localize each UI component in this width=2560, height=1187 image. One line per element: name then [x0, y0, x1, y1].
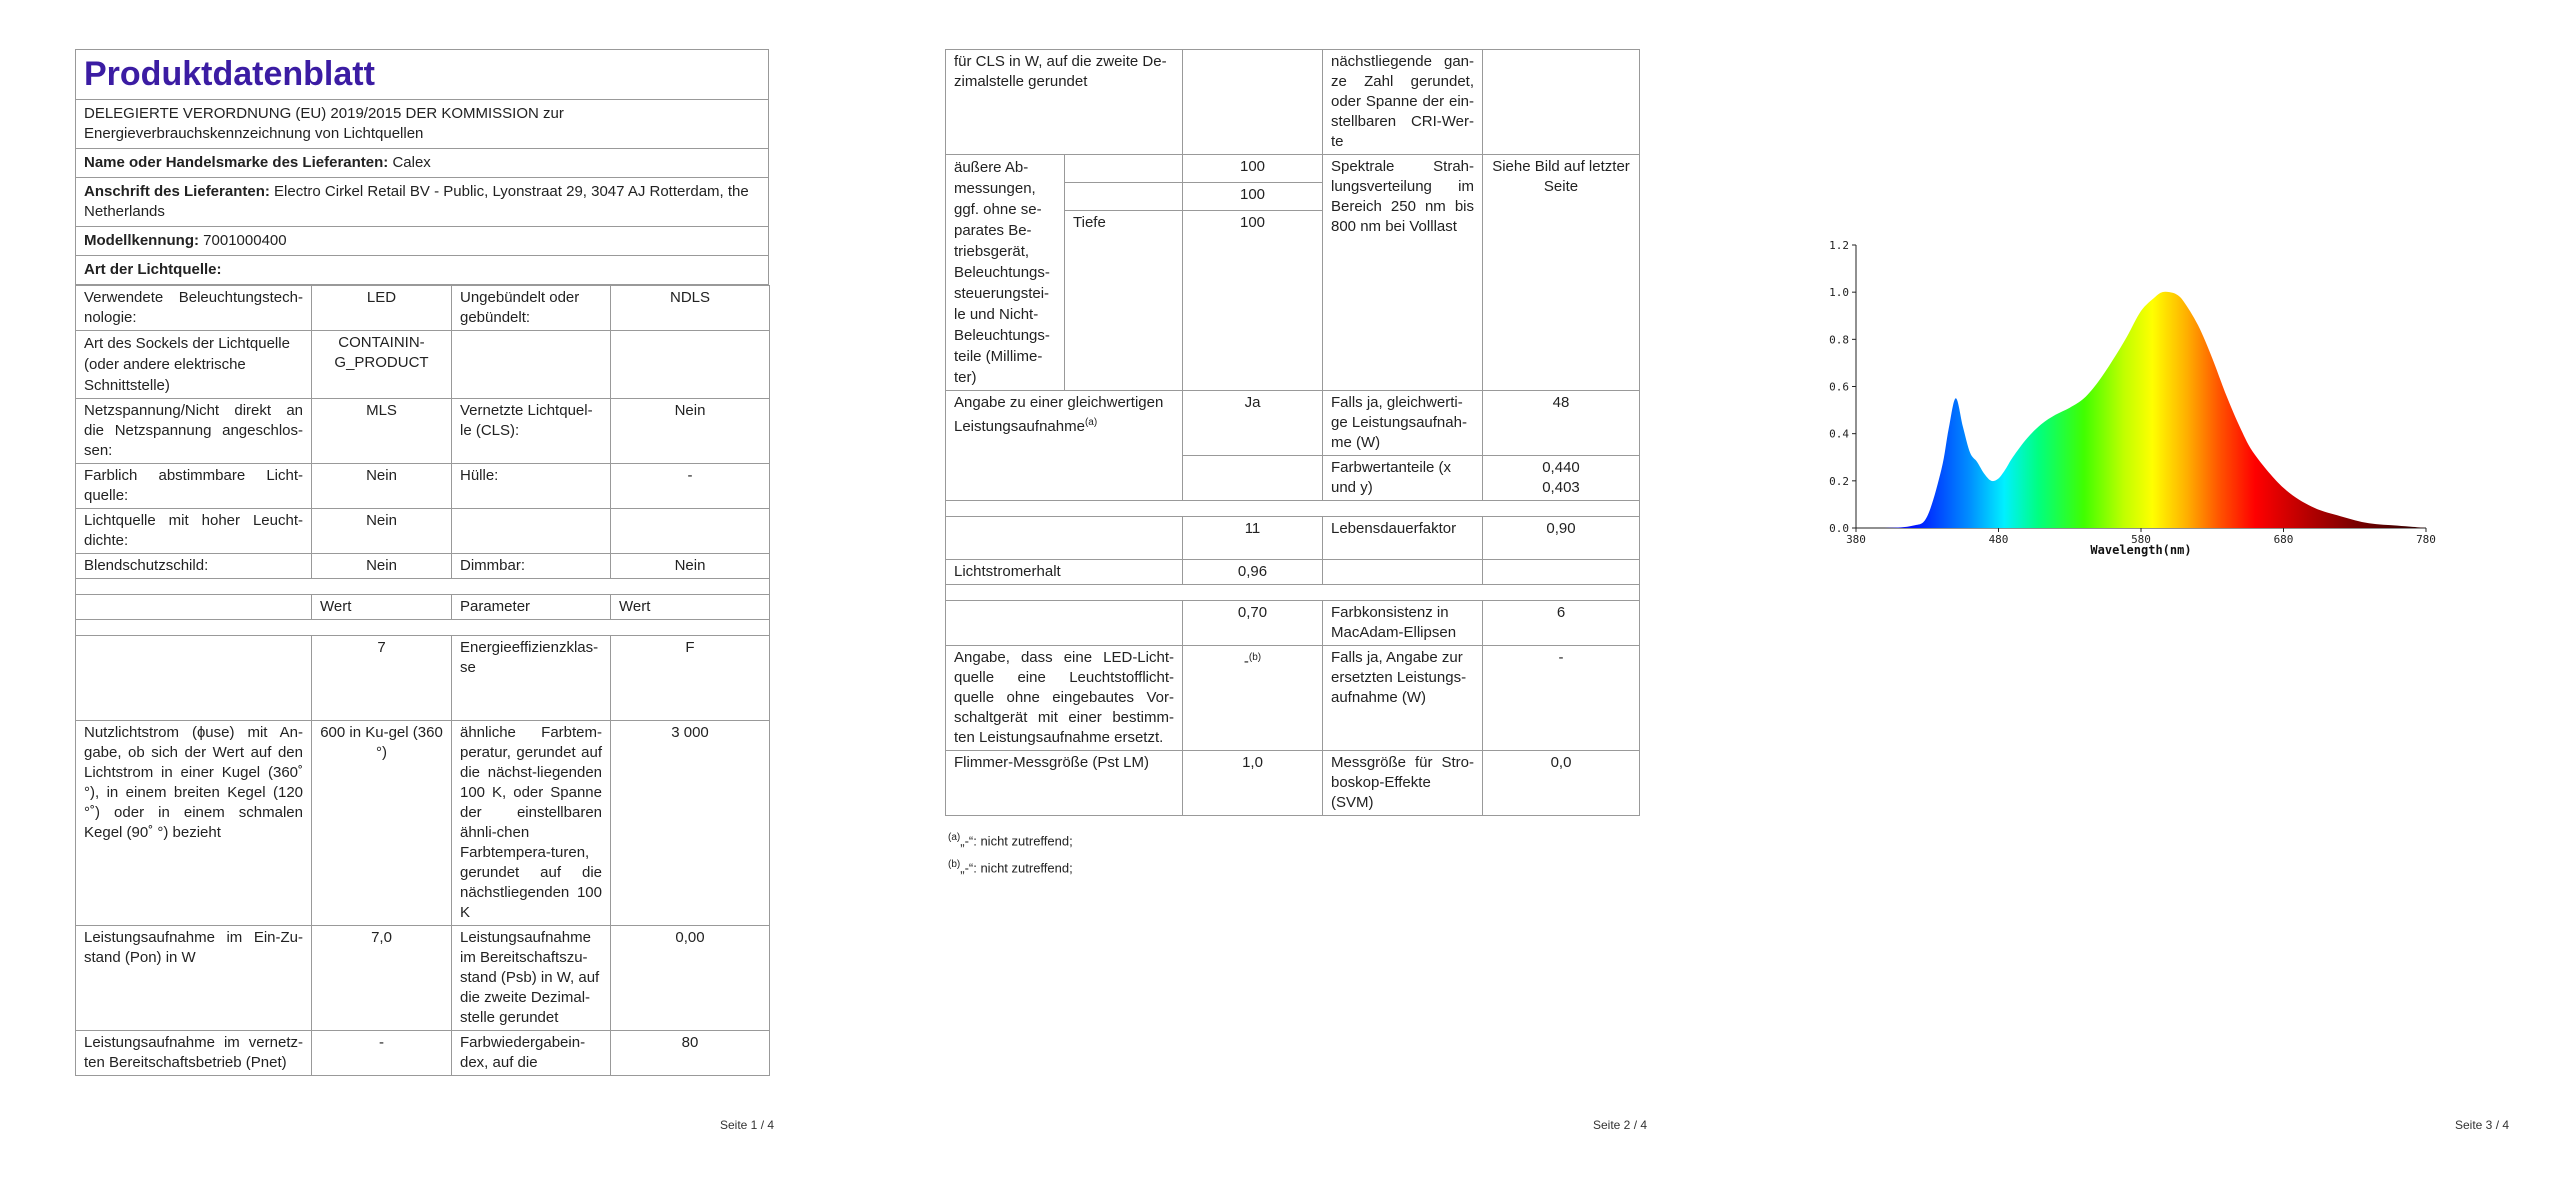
footnote-b-marker: (b)	[948, 859, 961, 871]
type-label: Art der Lichtquelle:	[84, 261, 222, 278]
row-value: LED	[312, 286, 452, 331]
x-axis-label: Wavelength(nm)	[2090, 543, 2192, 557]
regulation-text: DELEGIERTE VERORDNUNG (EU) 2019/2015 DER KOMMISSION zur Energieverbrauchskennzeichnung von Lichtquellen	[76, 100, 768, 149]
datasheet-part-1	[75, 49, 769, 1076]
lifetime-label: Lebensdauerfaktor	[1323, 517, 1483, 560]
chromaticity-label: Farbwertanteile (x und y)	[1323, 456, 1483, 501]
supplier-name-value: Calex	[392, 154, 431, 171]
supplier-address-value: Electro Cirkel Retail BV - Public, Lyonstraat 29, 3047 AJ Rotterdam, the Netherlands	[84, 183, 749, 220]
table-row	[76, 554, 770, 579]
table-row	[946, 751, 1640, 816]
spectrum-area	[1856, 292, 2426, 528]
page-footer: Seite 3 / 4	[2455, 1118, 2510, 1132]
light-source-type	[76, 256, 768, 285]
led-replacement-value	[1183, 646, 1323, 751]
row-label	[452, 509, 611, 554]
table-row	[76, 509, 770, 554]
row-value: Nein	[312, 464, 452, 509]
column-header-wert: Wert	[611, 595, 770, 620]
row-label: nächstliegende gan-ze Zahl gerundet, oder Spanne der ein-stellbaren CRI-Wer-te	[1323, 50, 1483, 155]
datasheet-header	[75, 49, 769, 285]
param-value: 7,0	[312, 926, 452, 1031]
row-value: Nein	[611, 554, 770, 579]
chromaticity-x: 0,440	[1542, 459, 1580, 476]
x-tick-label: 680	[2273, 533, 2294, 546]
row-label: für CLS in W, auf die zweite De-zimalstelle gerundet	[946, 50, 1183, 155]
lumen-maintenance-value: 0,96	[1183, 560, 1323, 585]
table-row	[76, 721, 770, 926]
footnote-b-content: „-“: nicht zutreffend;	[960, 860, 1073, 876]
row-label	[946, 601, 1183, 646]
page-footer: Seite 1 / 4	[720, 1118, 775, 1132]
row-label	[1323, 560, 1483, 585]
dimension-value: 100	[1183, 211, 1323, 391]
replaced-power-label: Falls ja, Angabe zur ersetzten Leistungs-aufnahme (W)	[1323, 646, 1483, 751]
row-value: MLS	[312, 399, 452, 464]
datasheet-part-2	[945, 49, 1639, 816]
led-replacement-label: Angabe, dass eine LED-Licht-quelle eine Leuchtstofflicht-quelle ohne eingebautes Vor-schaltgerät mit einer bestimm-ten Leistungsaufnahme ersetzt.	[946, 646, 1183, 751]
spectral-label: Spektrale Strah-lungsverteilung im Bereich 250 nm bis 800 nm bei Volllast	[1323, 155, 1483, 391]
row-value	[1183, 50, 1323, 155]
lifetime-value: 0,90	[1483, 517, 1640, 560]
spacer-cell	[946, 585, 1640, 601]
param-label: ähnliche Farbtem-peratur, gerundet auf die nächst-liegenden 100 K, oder Spanne der einstellbaren ähnli-chen Farbtempera-turen, gerundet auf die nächstliegenden 100 K	[452, 721, 611, 926]
table-row	[946, 560, 1640, 585]
row-label: Netzspannung/Nicht direkt an die Netzspannung angeschlos-sen:	[76, 399, 312, 464]
row-value: -	[611, 464, 770, 509]
param-label: Energieeffizienzklas-se	[452, 636, 611, 721]
row-label: Farblich abstimmbare Licht-quelle:	[76, 464, 312, 509]
footnote-b-text	[948, 853, 1073, 880]
x-tick-label: 580	[2131, 533, 2151, 546]
supplier-name-label: Name oder Handelsmarke des Lieferanten:	[84, 154, 389, 171]
chromaticity-value	[1483, 456, 1640, 501]
spacer-row	[76, 579, 770, 595]
led-replacement-dash: -	[1243, 653, 1249, 670]
row-value	[611, 331, 770, 399]
spectral-value: Siehe Bild auf letzter Seite	[1483, 155, 1640, 391]
page-3	[1706, 0, 2560, 1187]
lumen-maintenance-label: Lichtstromerhalt	[946, 560, 1183, 585]
supplier-name	[76, 149, 768, 178]
svm-label: Messgröße für Stro-boskop-Effekte (SVM)	[1323, 751, 1483, 816]
row-value: CONTAININ-G_PRODUCT	[312, 331, 452, 399]
flicker-label: Flimmer-Messgröße (Pst LM)	[946, 751, 1183, 816]
row-value: Nein	[312, 509, 452, 554]
spacer-row	[946, 585, 1640, 601]
dimension-sub-label	[1065, 155, 1183, 183]
column-header	[76, 595, 312, 620]
row-value: Nein	[312, 554, 452, 579]
row-label: Ungebündelt oder gebündelt:	[452, 286, 611, 331]
dimensions-label: äußere Ab-messungen, ggf. ohne se-parates Be-triebsgerät, Beleuchtungs-steuerungstei-le und Nicht-Beleuchtungs-teile (Millime-ter)	[946, 155, 1065, 391]
row-label: Blendschutzschild:	[76, 554, 312, 579]
table-row	[946, 646, 1640, 751]
y-tick-label: 0.2	[1829, 474, 1849, 488]
macadam-label: Farbkonsistenz in MacAdam-Ellipsen	[1323, 601, 1483, 646]
row-label: Lichtquelle mit hoher Leucht-dichte:	[76, 509, 312, 554]
param-value: 7	[312, 636, 452, 721]
row-label: Dimmbar:	[452, 554, 611, 579]
row-value	[611, 509, 770, 554]
table-row	[76, 331, 770, 399]
x-tick-label: 780	[2416, 533, 2436, 546]
param-label: Leistungsaufnahme im Ein-Zu-stand (Pon) in W	[76, 926, 312, 1031]
table-row	[76, 636, 770, 721]
param-value: -	[312, 1031, 452, 1076]
model-id	[76, 227, 768, 256]
equivalent-power-text: Angabe zu einer gleichwertigen Leistungsaufnahme	[954, 394, 1164, 435]
chromaticity-y: 0,403	[1542, 479, 1580, 496]
y-tick-label: 0.4	[1829, 427, 1849, 441]
page-footer: Seite 2 / 4	[1593, 1118, 1648, 1132]
row-value	[1483, 560, 1640, 585]
column-header-row	[76, 595, 770, 620]
supplier-address-label: Anschrift des Lieferanten:	[84, 183, 270, 200]
column-header-parameter: Parameter	[452, 595, 611, 620]
row-label	[946, 517, 1183, 560]
table-row	[946, 155, 1640, 183]
spacer-row	[76, 620, 770, 636]
param-value: 80	[611, 1031, 770, 1076]
chromaticity-value-cell	[1183, 456, 1323, 501]
dimension-sub-label: Tiefe	[1065, 211, 1183, 391]
footnotes	[948, 826, 1073, 881]
column-header-wert: Wert	[312, 595, 452, 620]
replaced-power-value: -	[1483, 646, 1640, 751]
model-value: 7001000400	[203, 232, 287, 249]
light-source-table	[75, 285, 770, 1076]
spacer-cell	[76, 620, 770, 636]
row-value: 0,70	[1183, 601, 1323, 646]
table-row	[76, 464, 770, 509]
row-label	[452, 331, 611, 399]
y-tick-label: 0.6	[1829, 380, 1849, 394]
spacer-row	[946, 501, 1640, 517]
equivalent-power-label	[946, 391, 1183, 501]
param-value: 3 000	[611, 721, 770, 926]
row-value: Nein	[611, 399, 770, 464]
svm-value: 0,0	[1483, 751, 1640, 816]
row-value: NDLS	[611, 286, 770, 331]
footnote-a: (a)	[1084, 417, 1098, 428]
spacer-cell	[76, 579, 770, 595]
footnote-b: (b)	[1248, 652, 1262, 663]
param-value: 0,00	[611, 926, 770, 1031]
row-value: 11	[1183, 517, 1323, 560]
table-row	[76, 926, 770, 1031]
dimension-sub-label	[1065, 183, 1183, 211]
macadam-value: 6	[1483, 601, 1640, 646]
row-label: Art des Sockels der Lichtquelle (oder andere elektrische Schnittstelle)	[76, 331, 312, 399]
table-row	[946, 601, 1640, 646]
page-1	[0, 0, 853, 1187]
footnote-a-marker: (a)	[948, 832, 961, 843]
row-label: Hülle:	[452, 464, 611, 509]
dimension-value: 100	[1183, 183, 1323, 211]
param-label	[76, 636, 312, 721]
row-label: Vernetzte Lichtquel-le (CLS):	[452, 399, 611, 464]
row-value	[1483, 50, 1640, 155]
y-tick-label: 1.0	[1829, 286, 1849, 300]
model-label: Modellkennung:	[84, 232, 199, 249]
param-label: Leistungsaufnahme im Bereitschaftszu-stand (Psb) in W, auf die zweite Dezimal-stelle gerundet	[452, 926, 611, 1031]
table-row	[946, 517, 1640, 560]
x-tick-label: 380	[1846, 533, 1866, 546]
table-row	[76, 286, 770, 331]
table-row	[946, 391, 1640, 456]
footnote-a-text	[948, 826, 1073, 853]
param-value: 600 in Ku-gel (360 °)	[312, 721, 452, 926]
page-2	[853, 0, 1706, 1187]
spacer-cell	[946, 501, 1640, 517]
flicker-value: 1,0	[1183, 751, 1323, 816]
x-tick-label: 480	[1988, 533, 2009, 546]
equivalent-power-w-label: Falls ja, gleichwerti-ge Leistungsaufnah-me (W)	[1323, 391, 1483, 456]
table-row	[76, 1031, 770, 1076]
row-label: Verwendete Beleuchtungstech-nologie:	[76, 286, 312, 331]
param-label: Nutzlichtstrom (ɸuse) mit An-gabe, ob sich der Wert auf den Lichtstrom in einer Kugel (360˚ °), in einem breiten Kegel (120 °˚) oder in einem schmalen Kegel (90˚ °) bezieht	[76, 721, 312, 926]
table-row	[76, 399, 770, 464]
param-label: Leistungsaufnahme im vernetz-ten Bereitschaftsbetrieb (Pnet)	[76, 1031, 312, 1076]
dimension-value: 100	[1183, 155, 1323, 183]
y-tick-label: 0.8	[1829, 333, 1849, 347]
page-title: Produktdatenblatt	[76, 50, 768, 100]
y-tick-label: 0.0	[1829, 522, 1849, 535]
param-label: Farbwiedergabein-dex, auf die	[452, 1031, 611, 1076]
param-value: F	[611, 636, 770, 721]
supplier-address	[76, 178, 768, 227]
equivalent-power-value: Ja	[1183, 391, 1323, 456]
footnote-a-content: „-“: nicht zutreffend;	[960, 833, 1073, 849]
table-row	[946, 50, 1640, 155]
y-tick-label: 1.2	[1829, 239, 1849, 252]
equivalent-power-w-value: 48	[1483, 391, 1640, 456]
parameter-table-continued	[945, 49, 1640, 816]
spectral-distribution-chart	[1806, 230, 2446, 560]
